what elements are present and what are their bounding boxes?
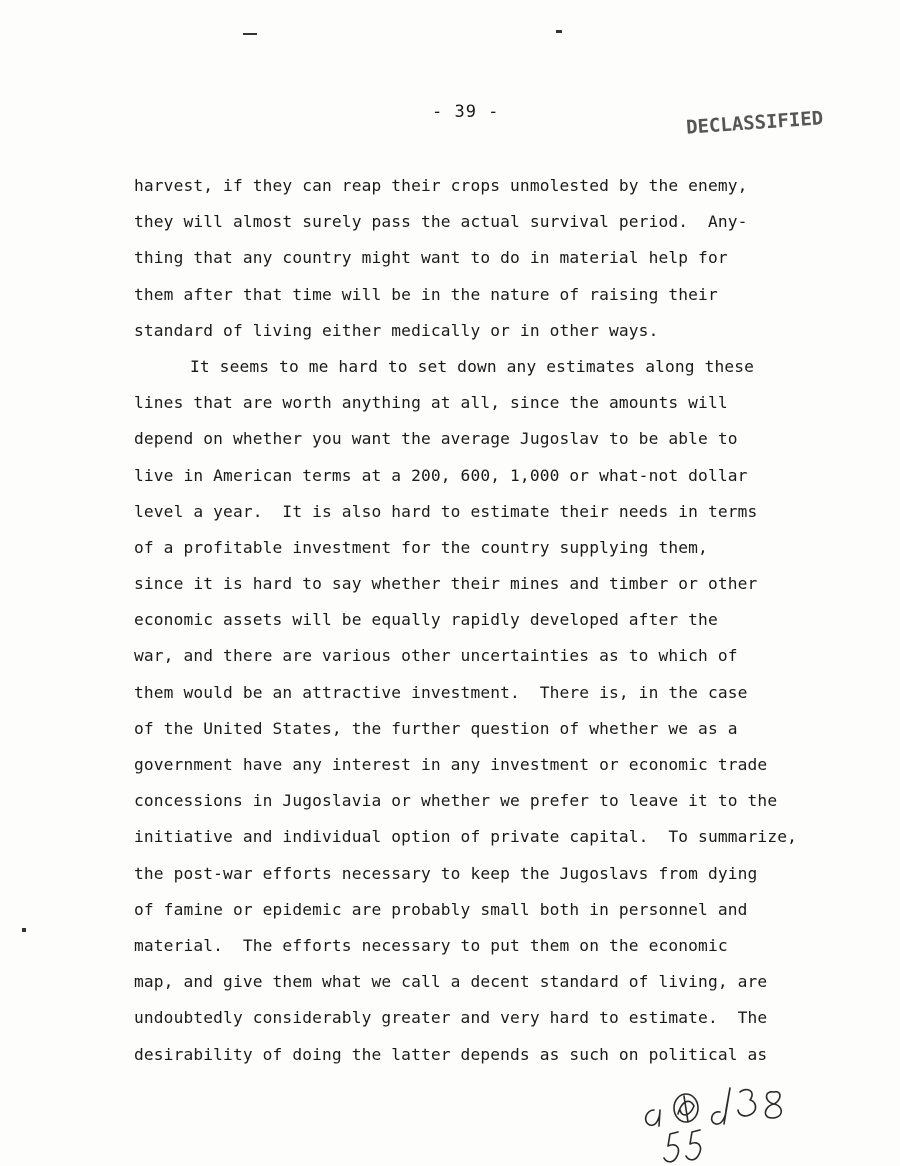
page-number: - 39 -	[432, 102, 500, 122]
text-line: level a year. It is also hard to estimate their needs in terms	[134, 501, 758, 521]
text-line: of famine or epidemic are probably small both in personnel and	[134, 899, 748, 919]
text-line: of a profitable investment for the country supplying them,	[134, 537, 708, 557]
text-line: map, and give them what we call a decent standard of living, are	[134, 972, 768, 992]
text-line: they will almost surely pass the actual survival period. Any-	[134, 212, 748, 232]
text-line: desirability of doing the latter depends as such on political as	[134, 1044, 768, 1064]
paragraph-start-line: It seems to me hard to set down any estimates along these	[190, 356, 755, 376]
text-line: initiative and individual option of private capital. To summarize,	[134, 827, 798, 847]
text-line: undoubtedly considerably greater and very hard to estimate. The	[134, 1008, 768, 1028]
scan-mark	[22, 928, 26, 932]
text-line: economic assets will be equally rapidly developed after the	[134, 610, 718, 630]
text-line: government have any interest in any investment or economic trade	[134, 755, 768, 774]
text-line: material. The efforts necessary to put them on the economic	[134, 935, 728, 955]
text-line: live in American terms at a 200, 600, 1,000 or what-not dollar	[134, 465, 748, 485]
declassified-stamp	[685, 107, 823, 139]
text-line: them after that time will be in the nature of raising their	[134, 284, 718, 304]
text-line: concessions in Jugoslavia or whether we prefer to leave it to the	[134, 791, 778, 811]
text-line: of the United States, the further question of whether we as a	[134, 718, 738, 738]
stamp-text: DECLASSIFIED	[685, 107, 824, 139]
text-line: standard of living either medically or in other ways.	[134, 320, 659, 340]
text-line: them would be an attractive investment. There is, in the case	[134, 682, 748, 702]
text-line: war, and there are various other uncertainties as to which of	[134, 646, 738, 666]
scan-mark	[243, 33, 257, 35]
text-line: the post-war efforts necessary to keep the Jugoslavs from dying	[134, 863, 758, 883]
text-line: depend on whether you want the average Jugoslav to be able to	[134, 429, 738, 449]
scan-mark	[556, 30, 562, 33]
text-line: lines that are worth anything at all, since the amounts will	[134, 393, 728, 413]
text-line: thing that any country might want to do in material help for	[134, 248, 728, 268]
text-line: harvest, if they can reap their crops unmolested by the enemy,	[134, 176, 748, 195]
handwritten-note	[640, 1070, 810, 1166]
body-text	[134, 168, 834, 1073]
text-line: since it is hard to say whether their mines and timber or other	[134, 574, 758, 594]
